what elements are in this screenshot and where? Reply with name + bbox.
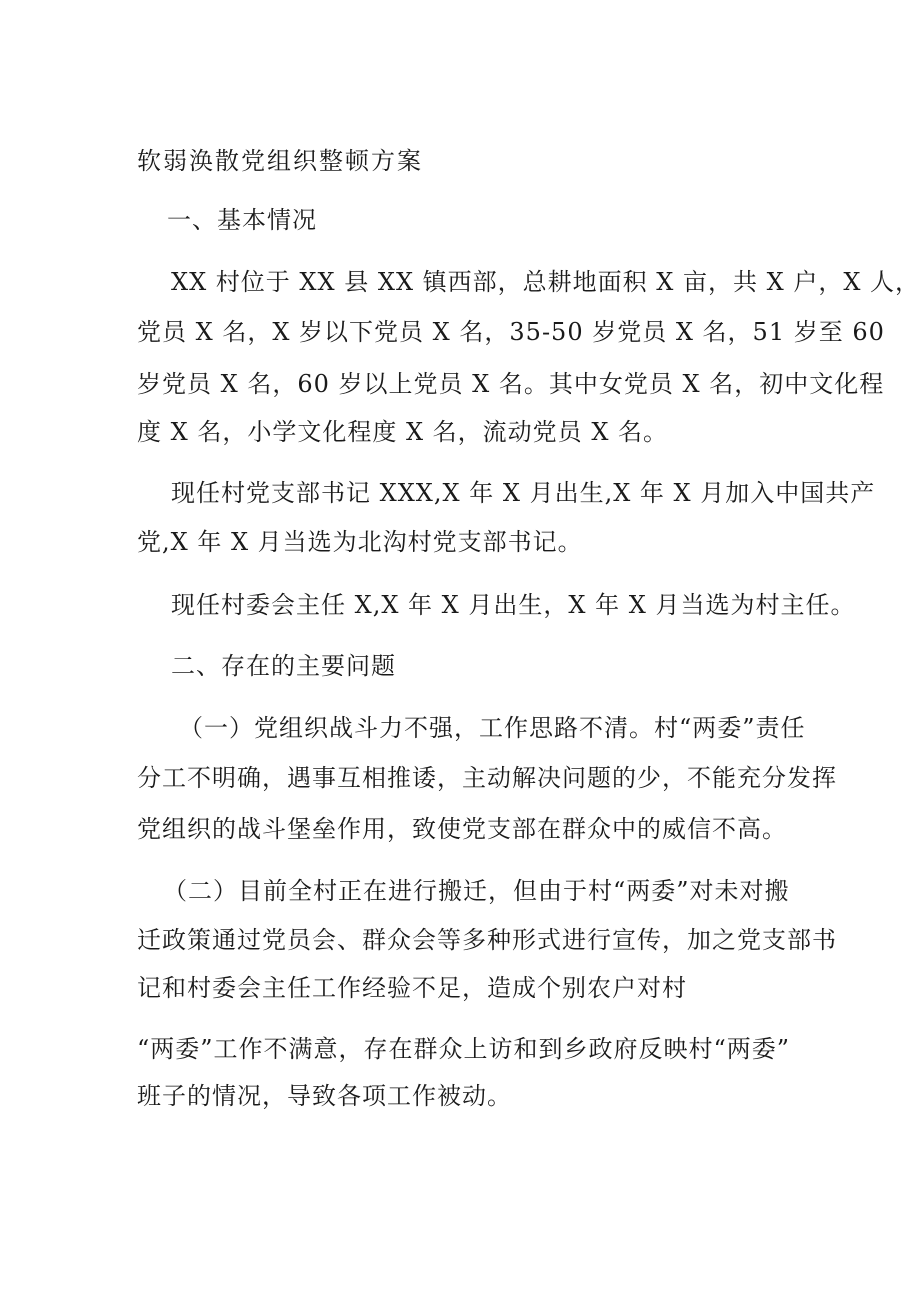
paragraph-line: 班子的情况，导致各项工作被动。 — [137, 1082, 512, 1110]
paragraph-line: 岁党员 X 名，60 岁以上党员 X 名。其中女党员 X 名，初中文化程 — [137, 370, 885, 398]
paragraph-line: 党,X 年 X 月当选为北沟村党支部书记。 — [137, 528, 583, 556]
paragraph-line: 记和村委会主任工作经验不足，造成个别农户对村 — [137, 974, 687, 1002]
paragraph-line: 分工不明确，遇事互相推诿，主动解决问题的少，不能充分发挥 — [137, 764, 837, 792]
section-heading-basic-info: 一、基本情况 — [167, 206, 317, 234]
paragraph-line: （一）党组织战斗力不强，工作思路不清。村“两委”责任 — [179, 714, 806, 742]
paragraph-line: 现任村党支部书记 XXX,X 年 X 月出生,X 年 X 月加入中国共产 — [171, 479, 876, 507]
section-heading-main-problems: 二、存在的主要问题 — [171, 652, 396, 680]
paragraph-line: XX 村位于 XX 县 XX 镇西部，总耕地面积 X 亩，共 X 户，X 人， — [171, 268, 920, 296]
paragraph-line: 党组织的战斗堡垒作用，致使党支部在群众中的威信不高。 — [137, 815, 787, 843]
paragraph-line: 现任村委会主任 X,X 年 X 月出生，X 年 X 月当选为村主任。 — [171, 591, 856, 619]
paragraph-line: “两委”工作不满意，存在群众上访和到乡政府反映村“两委” — [137, 1035, 791, 1063]
paragraph-line: 迁政策通过党员会、群众会等多种形式进行宣传，加之党支部书 — [137, 926, 837, 954]
paragraph-line: （二）目前全村正在进行搬迁，但由于村“两委”对未对搬 — [163, 877, 790, 905]
paragraph-line: 度 X 名，小学文化程度 X 名，流动党员 X 名。 — [137, 418, 669, 446]
document-title: 软弱涣散党组织整顿方案 — [137, 147, 423, 175]
paragraph-line: 党员 X 名，X 岁以下党员 X 名，35-50 岁党员 X 名，51 岁至 60 — [137, 318, 885, 346]
